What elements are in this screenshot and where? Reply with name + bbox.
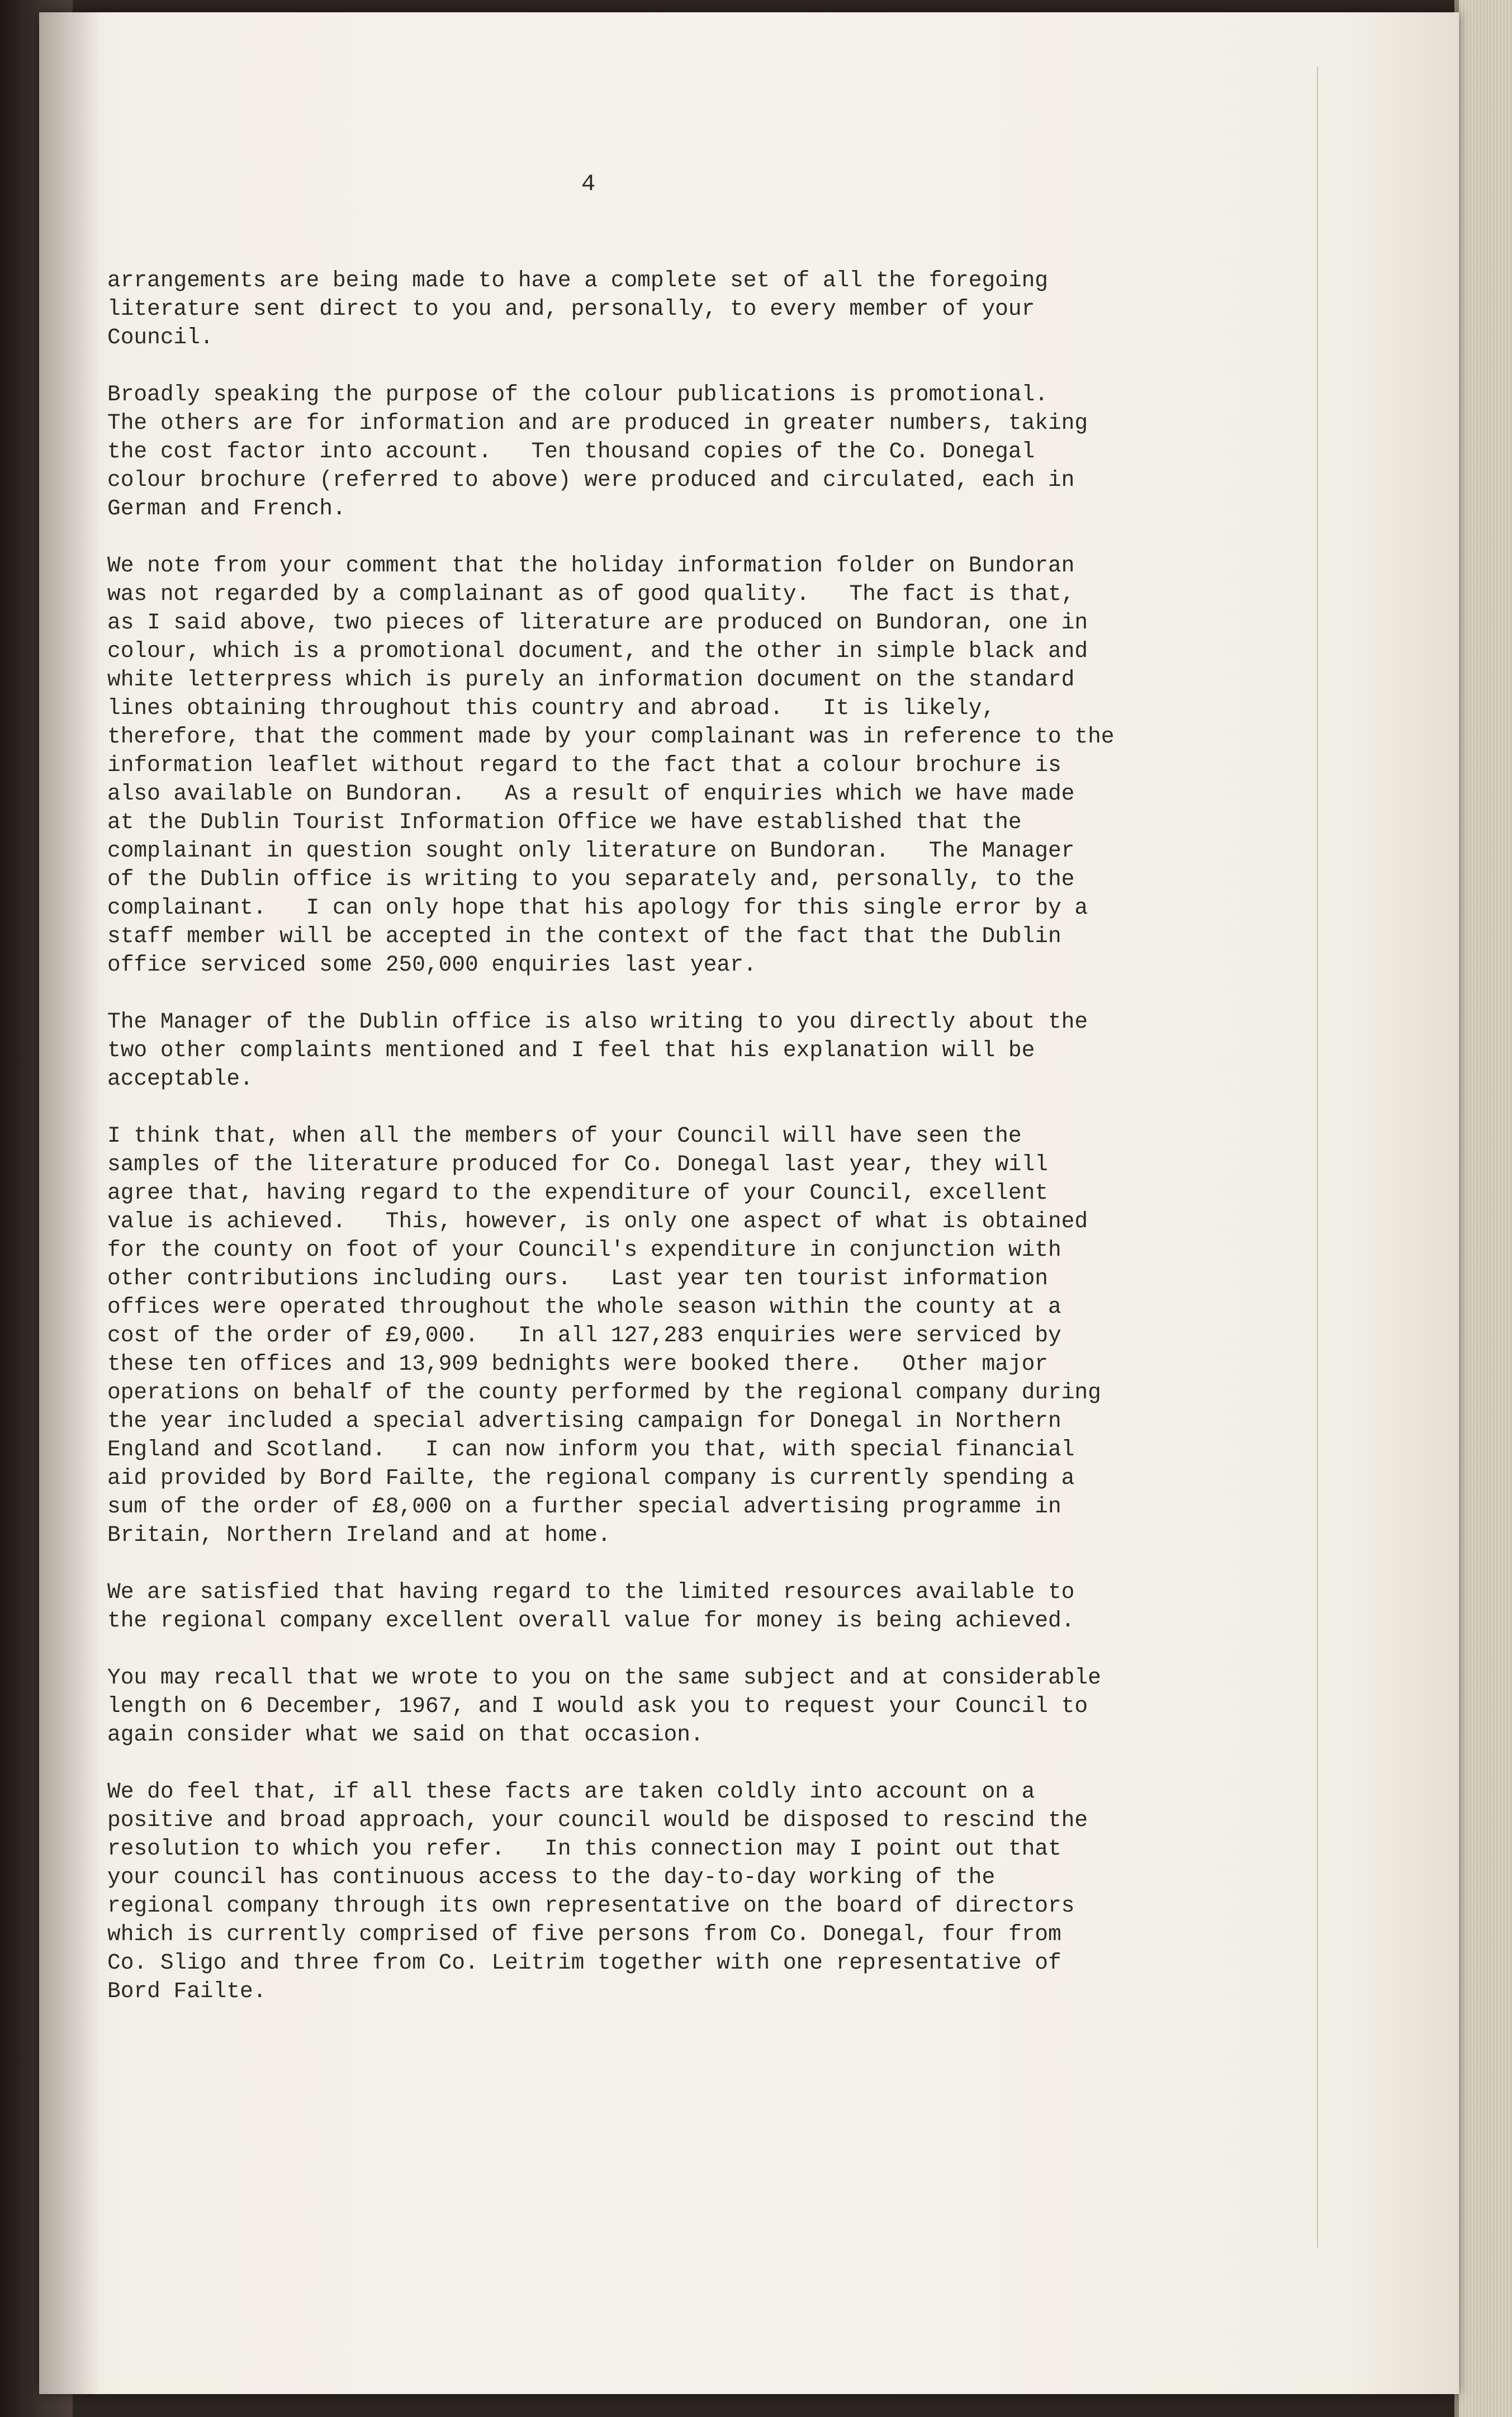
text-line: sum of the order of £8,000 on a further special advertising programme in [107, 1494, 1061, 1519]
text-line: at the Dublin Tourist Information Office we have established that the [107, 810, 1022, 835]
text-line: aid provided by Bord Failte, the regional company is currently spending a [107, 1465, 1075, 1491]
paragraph [107, 551, 1248, 979]
text-line: Bord Failte. [107, 1979, 267, 2004]
text-line: The Manager of the Dublin office is also writing to you directly about the [107, 1009, 1088, 1034]
text-line: Council. [107, 325, 214, 350]
text-line: You may recall that we wrote to you on the same subject and at considerable [107, 1665, 1101, 1690]
text-line: the cost factor into account. Ten thousand copies of the Co. Donegal [107, 439, 1035, 464]
text-line: Co. Sligo and three from Co. Leitrim together with one representative of [107, 1950, 1061, 1975]
text-line: of the Dublin office is writing to you separately and, personally, to the [107, 867, 1075, 892]
text-line: arrangements are being made to have a complete set of all the foregoing [107, 268, 1048, 293]
text-line: acceptable. [107, 1066, 253, 1091]
paragraph [107, 1008, 1248, 1093]
text-line: German and French. [107, 496, 346, 521]
text-line: The others are for information and are produced in greater numbers, taking [107, 410, 1088, 436]
text-line: positive and broad approach, your council would be disposed to rescind the [107, 1808, 1088, 1833]
paragraph [107, 380, 1248, 523]
text-line: length on 6 December, 1967, and I would ask you to request your Council to [107, 1694, 1088, 1719]
text-line: colour brochure (referred to above) were produced and circulated, each in [107, 467, 1075, 493]
text-line: also available on Bundoran. As a result of enquiries which we have made [107, 781, 1075, 806]
text-line: cost of the order of £9,000. In all 127,283 enquiries were serviced by [107, 1323, 1061, 1348]
page-number: 4 [581, 171, 596, 197]
text-line: again consider what we said on that occasion. [107, 1722, 704, 1747]
text-line: the year included a special advertising campaign for Donegal in Northern [107, 1408, 1061, 1434]
margin-rule [1317, 67, 1318, 2248]
text-line: as I said above, two pieces of literature are produced on Bundoran, one in [107, 610, 1088, 635]
text-line: literature sent direct to you and, personally, to every member of your [107, 296, 1035, 321]
text-line: white letterpress which is purely an information document on the standard [107, 667, 1075, 692]
text-line: agree that, having regard to the expenditure of your Council, excellent [107, 1180, 1048, 1205]
text-line: complainant. I can only hope that his apology for this single error by a [107, 895, 1088, 920]
text-line: your council has continuous access to the day-to-day working of the [107, 1865, 996, 1890]
text-line: We are satisfied that having regard to the limited resources available to [107, 1579, 1075, 1605]
text-line: We do feel that, if all these facts are taken coldly into account on a [107, 1779, 1035, 1804]
text-line: therefore, that the comment made by your complainant was in reference to the [107, 724, 1115, 749]
text-line: Broadly speaking the purpose of the colour publications is promotional. [107, 382, 1048, 407]
text-line: office serviced some 250,000 enquiries last year. [107, 952, 757, 977]
text-line: other contributions including ours. Last year ten tourist information [107, 1266, 1048, 1291]
text-line: We note from your comment that the holiday information folder on Bundoran [107, 553, 1075, 578]
text-line: regional company through its own representative on the board of directors [107, 1893, 1075, 1918]
text-line: colour, which is a promotional document, and the other in simple black and [107, 638, 1088, 664]
text-line: value is achieved. This, however, is only one aspect of what is obtained [107, 1209, 1088, 1234]
text-line: the regional company excellent overall value for money is being achieved. [107, 1608, 1075, 1633]
paragraph [107, 1122, 1248, 1549]
text-line: operations on behalf of the county performed by the regional company during [107, 1380, 1101, 1405]
text-line: staff member will be accepted in the context of the fact that the Dublin [107, 924, 1061, 949]
paragraph [107, 1777, 1248, 2006]
page-stack-edge [1459, 0, 1512, 2417]
paragraph [107, 1663, 1248, 1749]
text-line: samples of the literature produced for Co. Donegal last year, they will [107, 1152, 1048, 1177]
text-line: was not regarded by a complainant as of good quality. The fact is that, [107, 581, 1075, 607]
paragraph [107, 1578, 1248, 1635]
letter-body [107, 266, 1248, 2034]
gutter-shadow [39, 12, 101, 2394]
text-line: two other complaints mentioned and I feel that his explanation will be [107, 1038, 1035, 1063]
text-line: complainant in question sought only literature on Bundoran. The Manager [107, 838, 1075, 863]
text-line: resolution to which you refer. In this connection may I point out that [107, 1836, 1061, 1861]
text-line: I think that, when all the members of your Council will have seen the [107, 1123, 1022, 1148]
text-line: information leaflet without regard to the fact that a colour brochure is [107, 753, 1061, 778]
text-line: lines obtaining throughout this country and abroad. It is likely, [107, 696, 996, 721]
text-line: these ten offices and 13,909 bednights were booked there. Other major [107, 1351, 1048, 1377]
text-line: Britain, Northern Ireland and at home. [107, 1522, 611, 1548]
text-line: England and Scotland. I can now inform you that, with special financial [107, 1437, 1075, 1462]
paragraph [107, 266, 1248, 352]
text-line: for the county on foot of your Council's expenditure in conjunction with [107, 1237, 1061, 1262]
text-line: which is currently comprised of five persons from Co. Donegal, four from [107, 1922, 1061, 1947]
text-line: offices were operated throughout the whole season within the county at a [107, 1294, 1061, 1319]
